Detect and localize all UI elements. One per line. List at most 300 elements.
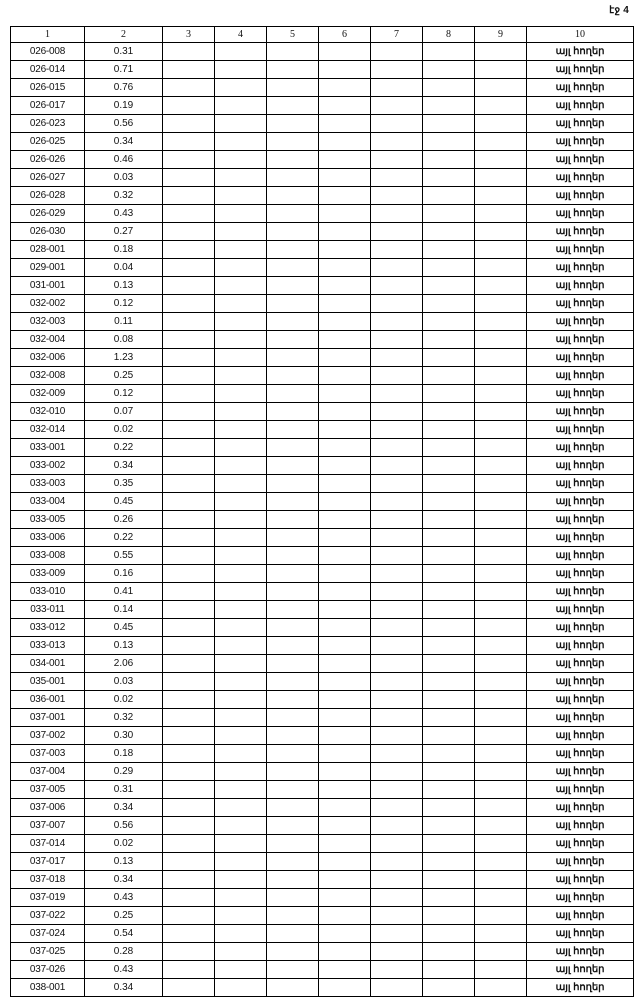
cell-empty-6 bbox=[319, 331, 371, 349]
cell-land-type: այլ հողեր bbox=[527, 673, 634, 691]
cell-empty-7 bbox=[371, 367, 423, 385]
cell-area: 0.43 bbox=[85, 205, 163, 223]
cell-empty-6 bbox=[319, 511, 371, 529]
cell-area: 0.08 bbox=[85, 331, 163, 349]
cell-area: 0.35 bbox=[85, 475, 163, 493]
cell-empty-7 bbox=[371, 187, 423, 205]
cell-empty-7 bbox=[371, 421, 423, 439]
cell-empty-6 bbox=[319, 727, 371, 745]
cell-land-type: այլ հողեր bbox=[527, 565, 634, 583]
cell-empty-6 bbox=[319, 655, 371, 673]
cell-parcel-code: 033-006 bbox=[11, 529, 85, 547]
cell-empty-5 bbox=[267, 223, 319, 241]
cell-empty-6 bbox=[319, 781, 371, 799]
cell-empty-5 bbox=[267, 601, 319, 619]
cell-empty-8 bbox=[423, 457, 475, 475]
cell-empty-9 bbox=[475, 349, 527, 367]
cell-land-type: այլ հողեր bbox=[527, 835, 634, 853]
cell-empty-4 bbox=[215, 133, 267, 151]
cell-empty-8 bbox=[423, 133, 475, 151]
cell-area: 0.31 bbox=[85, 43, 163, 61]
cell-empty-5 bbox=[267, 925, 319, 943]
cell-empty-3 bbox=[163, 979, 215, 997]
cell-empty-3 bbox=[163, 349, 215, 367]
cell-parcel-code: 037-024 bbox=[11, 925, 85, 943]
cell-empty-6 bbox=[319, 223, 371, 241]
cell-empty-5 bbox=[267, 637, 319, 655]
cell-empty-8 bbox=[423, 151, 475, 169]
cell-area: 0.31 bbox=[85, 781, 163, 799]
cell-empty-7 bbox=[371, 655, 423, 673]
cell-land-type: այլ հողեր bbox=[527, 367, 634, 385]
cell-empty-9 bbox=[475, 313, 527, 331]
table-row bbox=[11, 421, 634, 439]
cell-area: 0.03 bbox=[85, 169, 163, 187]
cell-empty-9 bbox=[475, 547, 527, 565]
cell-land-type: այլ հողեր bbox=[527, 889, 634, 907]
cell-land-type: այլ հողեր bbox=[527, 349, 634, 367]
table-row bbox=[11, 745, 634, 763]
cell-area: 1.23 bbox=[85, 349, 163, 367]
cell-empty-6 bbox=[319, 763, 371, 781]
cell-empty-8 bbox=[423, 475, 475, 493]
table-row bbox=[11, 151, 634, 169]
table-row bbox=[11, 619, 634, 637]
cell-parcel-code: 026-027 bbox=[11, 169, 85, 187]
cell-empty-8 bbox=[423, 601, 475, 619]
cell-land-type: այլ հողեր bbox=[527, 961, 634, 979]
column-header-3: 3 bbox=[163, 27, 215, 43]
cell-empty-8 bbox=[423, 583, 475, 601]
table-row bbox=[11, 871, 634, 889]
cell-area: 0.28 bbox=[85, 943, 163, 961]
cell-parcel-code: 033-010 bbox=[11, 583, 85, 601]
cell-empty-5 bbox=[267, 799, 319, 817]
cell-empty-9 bbox=[475, 673, 527, 691]
cell-land-type: այլ հողեր bbox=[527, 871, 634, 889]
cell-empty-9 bbox=[475, 403, 527, 421]
cell-empty-4 bbox=[215, 871, 267, 889]
table-row bbox=[11, 781, 634, 799]
table-row bbox=[11, 799, 634, 817]
cell-area: 0.27 bbox=[85, 223, 163, 241]
cell-empty-3 bbox=[163, 331, 215, 349]
table-row bbox=[11, 493, 634, 511]
cell-area: 0.25 bbox=[85, 907, 163, 925]
cell-empty-3 bbox=[163, 781, 215, 799]
cell-parcel-code: 037-025 bbox=[11, 943, 85, 961]
cell-empty-9 bbox=[475, 79, 527, 97]
page-number: էջ 4 bbox=[609, 5, 629, 16]
cell-area: 0.34 bbox=[85, 133, 163, 151]
cell-empty-6 bbox=[319, 835, 371, 853]
cell-empty-8 bbox=[423, 421, 475, 439]
cell-empty-4 bbox=[215, 403, 267, 421]
cell-empty-8 bbox=[423, 79, 475, 97]
cell-area: 0.22 bbox=[85, 439, 163, 457]
cell-empty-3 bbox=[163, 673, 215, 691]
cell-empty-6 bbox=[319, 385, 371, 403]
cell-empty-8 bbox=[423, 187, 475, 205]
cell-empty-9 bbox=[475, 799, 527, 817]
cell-empty-6 bbox=[319, 907, 371, 925]
cell-empty-5 bbox=[267, 493, 319, 511]
cell-empty-6 bbox=[319, 979, 371, 997]
cell-empty-4 bbox=[215, 241, 267, 259]
cell-empty-9 bbox=[475, 529, 527, 547]
cell-empty-6 bbox=[319, 313, 371, 331]
cell-empty-7 bbox=[371, 835, 423, 853]
cell-parcel-code: 026-030 bbox=[11, 223, 85, 241]
cell-area: 0.56 bbox=[85, 115, 163, 133]
cell-empty-8 bbox=[423, 943, 475, 961]
cell-empty-6 bbox=[319, 691, 371, 709]
cell-area: 0.76 bbox=[85, 79, 163, 97]
cell-parcel-code: 037-005 bbox=[11, 781, 85, 799]
cell-empty-7 bbox=[371, 223, 423, 241]
cell-empty-9 bbox=[475, 493, 527, 511]
cell-parcel-code: 038-001 bbox=[11, 979, 85, 997]
cell-empty-5 bbox=[267, 259, 319, 277]
cell-empty-6 bbox=[319, 943, 371, 961]
cell-empty-7 bbox=[371, 205, 423, 223]
cell-land-type: այլ հողեր bbox=[527, 853, 634, 871]
cell-empty-4 bbox=[215, 673, 267, 691]
cell-empty-3 bbox=[163, 799, 215, 817]
cell-empty-5 bbox=[267, 439, 319, 457]
table-row bbox=[11, 601, 634, 619]
cell-parcel-code: 029-001 bbox=[11, 259, 85, 277]
cell-empty-8 bbox=[423, 349, 475, 367]
cell-empty-9 bbox=[475, 133, 527, 151]
cell-empty-8 bbox=[423, 907, 475, 925]
cell-empty-6 bbox=[319, 817, 371, 835]
cell-empty-8 bbox=[423, 439, 475, 457]
table-row bbox=[11, 727, 634, 745]
cell-empty-8 bbox=[423, 385, 475, 403]
cell-empty-7 bbox=[371, 331, 423, 349]
cell-empty-3 bbox=[163, 205, 215, 223]
cell-empty-6 bbox=[319, 799, 371, 817]
cell-empty-8 bbox=[423, 565, 475, 583]
table-row bbox=[11, 259, 634, 277]
cell-land-type: այլ հողեր bbox=[527, 169, 634, 187]
table-row bbox=[11, 385, 634, 403]
cell-area: 0.02 bbox=[85, 421, 163, 439]
cell-empty-8 bbox=[423, 691, 475, 709]
column-header-5: 5 bbox=[267, 27, 319, 43]
cell-land-type: այլ հողեր bbox=[527, 115, 634, 133]
cell-parcel-code: 031-001 bbox=[11, 277, 85, 295]
cell-empty-9 bbox=[475, 439, 527, 457]
cell-empty-4 bbox=[215, 889, 267, 907]
cell-parcel-code: 037-022 bbox=[11, 907, 85, 925]
cell-area: 0.12 bbox=[85, 295, 163, 313]
cell-empty-7 bbox=[371, 871, 423, 889]
cell-empty-5 bbox=[267, 781, 319, 799]
cell-empty-6 bbox=[319, 745, 371, 763]
cell-empty-7 bbox=[371, 925, 423, 943]
cell-empty-5 bbox=[267, 979, 319, 997]
cell-land-type: այլ հողեր bbox=[527, 511, 634, 529]
cell-empty-3 bbox=[163, 259, 215, 277]
cell-empty-4 bbox=[215, 277, 267, 295]
cell-empty-4 bbox=[215, 349, 267, 367]
cell-empty-4 bbox=[215, 925, 267, 943]
cell-empty-9 bbox=[475, 421, 527, 439]
cell-empty-6 bbox=[319, 133, 371, 151]
cell-empty-5 bbox=[267, 907, 319, 925]
cell-parcel-code: 032-008 bbox=[11, 367, 85, 385]
cell-empty-6 bbox=[319, 97, 371, 115]
column-header-8: 8 bbox=[423, 27, 475, 43]
cell-empty-8 bbox=[423, 313, 475, 331]
cell-empty-6 bbox=[319, 61, 371, 79]
cell-empty-3 bbox=[163, 745, 215, 763]
cell-parcel-code: 037-003 bbox=[11, 745, 85, 763]
cell-empty-4 bbox=[215, 457, 267, 475]
cell-empty-8 bbox=[423, 781, 475, 799]
cell-empty-5 bbox=[267, 871, 319, 889]
cell-empty-8 bbox=[423, 241, 475, 259]
cell-land-type: այլ հողեր bbox=[527, 691, 634, 709]
cell-land-type: այլ հողեր bbox=[527, 925, 634, 943]
cell-parcel-code: 033-003 bbox=[11, 475, 85, 493]
cell-empty-3 bbox=[163, 295, 215, 313]
cell-empty-5 bbox=[267, 79, 319, 97]
cell-land-type: այլ հողեր bbox=[527, 763, 634, 781]
cell-parcel-code: 028-001 bbox=[11, 241, 85, 259]
cell-land-type: այլ հողեր bbox=[527, 547, 634, 565]
table-row bbox=[11, 943, 634, 961]
cell-area: 0.34 bbox=[85, 979, 163, 997]
table-row bbox=[11, 979, 634, 997]
cell-empty-5 bbox=[267, 727, 319, 745]
cell-empty-4 bbox=[215, 493, 267, 511]
cell-land-type: այլ հողեր bbox=[527, 385, 634, 403]
cell-empty-4 bbox=[215, 475, 267, 493]
cell-empty-3 bbox=[163, 169, 215, 187]
table-row bbox=[11, 403, 634, 421]
cell-land-type: այլ հողեր bbox=[527, 529, 634, 547]
cell-empty-5 bbox=[267, 133, 319, 151]
cell-empty-7 bbox=[371, 673, 423, 691]
cell-empty-3 bbox=[163, 817, 215, 835]
cell-area: 0.19 bbox=[85, 97, 163, 115]
table-row bbox=[11, 547, 634, 565]
cell-empty-4 bbox=[215, 817, 267, 835]
cell-empty-7 bbox=[371, 907, 423, 925]
cell-empty-8 bbox=[423, 619, 475, 637]
table-row bbox=[11, 835, 634, 853]
table-row bbox=[11, 565, 634, 583]
cell-empty-4 bbox=[215, 151, 267, 169]
cell-empty-4 bbox=[215, 583, 267, 601]
cell-empty-9 bbox=[475, 187, 527, 205]
cell-empty-8 bbox=[423, 511, 475, 529]
cell-empty-5 bbox=[267, 529, 319, 547]
cell-area: 0.13 bbox=[85, 637, 163, 655]
cell-empty-5 bbox=[267, 151, 319, 169]
column-header-2: 2 bbox=[85, 27, 163, 43]
cell-empty-3 bbox=[163, 853, 215, 871]
cell-empty-3 bbox=[163, 115, 215, 133]
cell-empty-7 bbox=[371, 547, 423, 565]
column-header-4: 4 bbox=[215, 27, 267, 43]
cell-empty-9 bbox=[475, 259, 527, 277]
cell-empty-5 bbox=[267, 241, 319, 259]
cell-empty-3 bbox=[163, 187, 215, 205]
cell-empty-3 bbox=[163, 943, 215, 961]
table-row bbox=[11, 331, 634, 349]
table-row bbox=[11, 115, 634, 133]
cell-empty-5 bbox=[267, 817, 319, 835]
cell-land-type: այլ հողեր bbox=[527, 781, 634, 799]
cell-area: 0.11 bbox=[85, 313, 163, 331]
cell-parcel-code: 033-012 bbox=[11, 619, 85, 637]
table-row bbox=[11, 907, 634, 925]
cell-parcel-code: 033-004 bbox=[11, 493, 85, 511]
cell-land-type: այլ հողեր bbox=[527, 583, 634, 601]
cell-parcel-code: 032-014 bbox=[11, 421, 85, 439]
cell-parcel-code: 033-013 bbox=[11, 637, 85, 655]
column-header-10: 10 bbox=[527, 27, 634, 43]
cell-land-type: այլ հողեր bbox=[527, 457, 634, 475]
cell-empty-4 bbox=[215, 619, 267, 637]
cell-empty-9 bbox=[475, 853, 527, 871]
cell-empty-4 bbox=[215, 313, 267, 331]
cell-area: 0.26 bbox=[85, 511, 163, 529]
cell-empty-3 bbox=[163, 619, 215, 637]
table-row bbox=[11, 169, 634, 187]
cell-empty-9 bbox=[475, 907, 527, 925]
cell-area: 0.04 bbox=[85, 259, 163, 277]
table-row bbox=[11, 133, 634, 151]
cell-empty-5 bbox=[267, 619, 319, 637]
cell-empty-8 bbox=[423, 817, 475, 835]
table-row bbox=[11, 223, 634, 241]
cell-empty-5 bbox=[267, 655, 319, 673]
cell-empty-6 bbox=[319, 421, 371, 439]
cell-parcel-code: 033-009 bbox=[11, 565, 85, 583]
cell-empty-3 bbox=[163, 691, 215, 709]
cell-area: 0.34 bbox=[85, 457, 163, 475]
table-row bbox=[11, 97, 634, 115]
cell-empty-3 bbox=[163, 385, 215, 403]
cell-land-type: այլ հողեր bbox=[527, 727, 634, 745]
column-header-1: 1 bbox=[11, 27, 85, 43]
cell-empty-5 bbox=[267, 403, 319, 421]
cell-empty-4 bbox=[215, 115, 267, 133]
cell-area: 0.34 bbox=[85, 799, 163, 817]
cell-empty-4 bbox=[215, 979, 267, 997]
cell-empty-5 bbox=[267, 169, 319, 187]
cell-area: 0.43 bbox=[85, 889, 163, 907]
cell-empty-5 bbox=[267, 547, 319, 565]
cell-land-type: այլ հողեր bbox=[527, 601, 634, 619]
cell-empty-6 bbox=[319, 241, 371, 259]
cell-empty-6 bbox=[319, 583, 371, 601]
cell-area: 0.25 bbox=[85, 367, 163, 385]
cell-empty-7 bbox=[371, 475, 423, 493]
cell-land-type: այլ հողեր bbox=[527, 79, 634, 97]
cell-empty-7 bbox=[371, 61, 423, 79]
cell-empty-4 bbox=[215, 763, 267, 781]
cell-empty-9 bbox=[475, 601, 527, 619]
cell-parcel-code: 034-001 bbox=[11, 655, 85, 673]
cell-parcel-code: 037-017 bbox=[11, 853, 85, 871]
cell-empty-3 bbox=[163, 547, 215, 565]
cell-empty-5 bbox=[267, 511, 319, 529]
cell-empty-5 bbox=[267, 61, 319, 79]
cell-empty-5 bbox=[267, 691, 319, 709]
cell-parcel-code: 037-018 bbox=[11, 871, 85, 889]
cell-area: 0.13 bbox=[85, 853, 163, 871]
table-row bbox=[11, 205, 634, 223]
cell-empty-8 bbox=[423, 205, 475, 223]
cell-land-type: այլ հողեր bbox=[527, 421, 634, 439]
cell-empty-7 bbox=[371, 565, 423, 583]
cell-empty-9 bbox=[475, 889, 527, 907]
cell-area: 0.34 bbox=[85, 871, 163, 889]
table-header bbox=[11, 27, 634, 43]
cell-empty-7 bbox=[371, 691, 423, 709]
cell-empty-6 bbox=[319, 925, 371, 943]
table-row bbox=[11, 853, 634, 871]
cell-empty-7 bbox=[371, 43, 423, 61]
cell-area: 0.41 bbox=[85, 583, 163, 601]
cell-empty-7 bbox=[371, 619, 423, 637]
cell-empty-3 bbox=[163, 493, 215, 511]
cell-empty-8 bbox=[423, 673, 475, 691]
table-row bbox=[11, 583, 634, 601]
cell-area: 0.55 bbox=[85, 547, 163, 565]
cell-empty-6 bbox=[319, 151, 371, 169]
cell-empty-7 bbox=[371, 115, 423, 133]
cell-empty-9 bbox=[475, 619, 527, 637]
cell-parcel-code: 037-014 bbox=[11, 835, 85, 853]
table-body bbox=[11, 43, 634, 997]
cell-empty-6 bbox=[319, 277, 371, 295]
cell-empty-4 bbox=[215, 799, 267, 817]
cell-empty-6 bbox=[319, 457, 371, 475]
cell-land-type: այլ հողեր bbox=[527, 403, 634, 421]
cell-empty-7 bbox=[371, 169, 423, 187]
cell-empty-8 bbox=[423, 853, 475, 871]
cell-area: 0.02 bbox=[85, 691, 163, 709]
cell-empty-9 bbox=[475, 97, 527, 115]
cell-empty-7 bbox=[371, 889, 423, 907]
cell-empty-4 bbox=[215, 43, 267, 61]
cell-empty-6 bbox=[319, 619, 371, 637]
cell-parcel-code: 026-026 bbox=[11, 151, 85, 169]
cell-empty-7 bbox=[371, 259, 423, 277]
cell-area: 0.03 bbox=[85, 673, 163, 691]
cell-empty-7 bbox=[371, 241, 423, 259]
cell-empty-3 bbox=[163, 403, 215, 421]
cell-empty-4 bbox=[215, 745, 267, 763]
cell-area: 0.22 bbox=[85, 529, 163, 547]
cell-empty-6 bbox=[319, 439, 371, 457]
cell-parcel-code: 037-026 bbox=[11, 961, 85, 979]
cell-empty-6 bbox=[319, 601, 371, 619]
cell-empty-3 bbox=[163, 277, 215, 295]
cell-empty-7 bbox=[371, 763, 423, 781]
cell-empty-3 bbox=[163, 709, 215, 727]
cell-empty-9 bbox=[475, 727, 527, 745]
cell-empty-8 bbox=[423, 835, 475, 853]
cell-parcel-code: 037-002 bbox=[11, 727, 85, 745]
